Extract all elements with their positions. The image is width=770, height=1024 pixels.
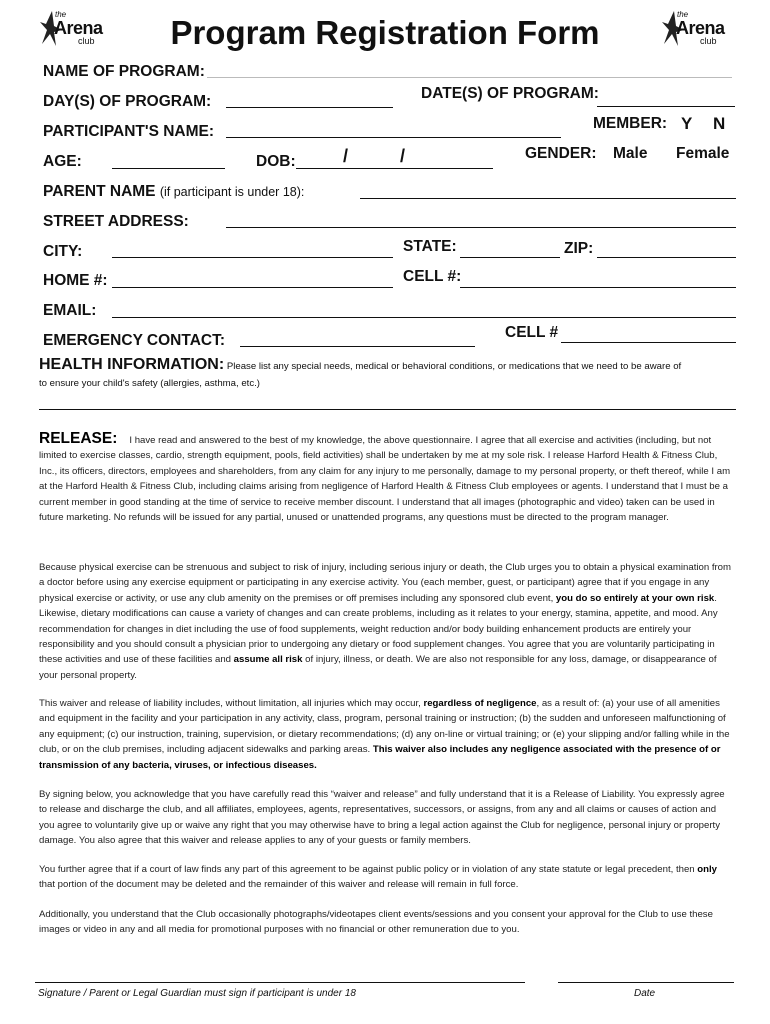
- email-field[interactable]: [112, 317, 736, 318]
- date-field[interactable]: [558, 982, 734, 983]
- release-text-5c: that portion of the document may be deleted and the remainder of this waiver and release will remain in full force.: [39, 879, 519, 891]
- member-yes-option[interactable]: Y: [681, 114, 693, 133]
- release-paragraph-2: [39, 560, 734, 683]
- logo-club: club: [700, 36, 717, 46]
- release-text-3b: regardless of negligence: [423, 698, 537, 709]
- date-label: Date: [634, 988, 656, 999]
- dates-field[interactable]: [597, 106, 735, 107]
- parent-name-text: PARENT NAME: [43, 183, 156, 200]
- parent-name-field[interactable]: [360, 198, 736, 199]
- state-label: STATE:: [403, 238, 457, 255]
- release-text-3d: This waiver also includes any negligence associated with the presence of or transmission of any bacteria, viruses, or infectious diseases.: [39, 744, 721, 771]
- parent-name-label: [43, 183, 304, 201]
- release-text-2d: assume all risk: [233, 654, 303, 666]
- emergency-cell-label: CELL #: [505, 324, 559, 341]
- logo-the: the: [677, 10, 689, 19]
- age-label: AGE:: [43, 153, 82, 170]
- release-text-3a: This waiver and release of liability includes, without limitation, all injuries which may occur,: [39, 698, 421, 709]
- participant-field[interactable]: [226, 137, 561, 138]
- member-label: MEMBER:: [593, 115, 668, 132]
- city-label: CITY:: [43, 243, 83, 260]
- release-paragraph-4: By signing below, you acknowledge that you have carefully read this “waiver and release” and fully understand that it is a Release of Liability. You expressly agree to release and discharge the club, and all affiliates, employees, agents, representatives, successors, or assigns, from any and all claims or causes of action and you agree to voluntarily give up or waive any right that you may otherwise have to bring a legal action against the Club for negligence, personal injury or property damage. You also agree that this waiver and release applies to any of your guests or family members.: [39, 789, 725, 847]
- health-info-note: Please list any special needs, medical or behavioral conditions, or medications that we need to be aware of: [226, 361, 682, 372]
- release-text-2b: you do so entirely at your own risk: [555, 592, 715, 604]
- emergency-cell-field[interactable]: [561, 342, 736, 343]
- health-info-label: HEALTH INFORMATION:: [39, 356, 225, 373]
- release-paragraph-3: [39, 696, 734, 773]
- home-phone-label: HOME #:: [43, 272, 108, 289]
- gender-label: GENDER:: [525, 145, 597, 162]
- logo-club: club: [78, 36, 95, 46]
- program-name-field[interactable]: [207, 77, 732, 78]
- release-text-1: I have read and answered to the best of my knowledge, the above questionnaire. I agree that all exercise and activities (including, but not limited to exercise classes, cardio, strength equipment, pools, field activities) shall be undertaken by me at my sole risk. I release Harford Health & Fitness Club, Inc., its officers, directors, employees and shareholders, from any claim for any injury to me personally, damage to my personal property, or theft thereof, while I am at the Harford Health & Fitness Club, including claims arising from negligence of Harford Health & Fitness Club employees or agents. I understand that I must be a current member in good standing at the time of service to receive member discount. I understand that all images (photographic and video) taken can be used in future marketing. No refunds will be issued for any partial, unused or unattended programs, any questions must be directed to the program manager.: [39, 435, 731, 524]
- dob-separator-2: /: [400, 146, 406, 166]
- dates-label: DATE(S) OF PROGRAM:: [421, 85, 599, 102]
- signature-label: Signature / Parent or Legal Guardian must sign if participant is under 18: [38, 988, 356, 999]
- release-text-2a: Because physical exercise can be strenuous and subject to risk of injury, including serious injury or death, the Club urges you to obtain a physical examination from a doctor before using any exercise equipment or participating in any exercise activity. You (each member, guest, or participant) agree that if you engage in any physical exercise or activity, or use any club amenity on the premises or off premises including any sponsored club event,: [39, 562, 732, 604]
- health-info-section: [39, 356, 739, 376]
- state-field[interactable]: [460, 257, 560, 258]
- participant-label: PARTICIPANT'S NAME:: [43, 123, 215, 140]
- parent-name-note: (if participant is under 18):: [159, 185, 305, 199]
- emergency-contact-field[interactable]: [240, 346, 475, 347]
- cell-phone-label: CELL #:: [403, 268, 462, 285]
- street-field[interactable]: [226, 227, 736, 228]
- release-text-2e: of injury, illness, or death. We are also not responsible for any loss, damage, or disappearance of your personal property.: [39, 654, 717, 681]
- release-text-5b: only: [697, 864, 718, 875]
- release-label: RELEASE:: [39, 430, 118, 447]
- signature-field[interactable]: [35, 982, 525, 983]
- city-field[interactable]: [112, 257, 393, 258]
- logo-name: Arena: [676, 18, 725, 38]
- emergency-contact-label: EMERGENCY CONTACT:: [43, 332, 225, 349]
- release-text-5a: You further agree that if a court of law finds any part of this agreement to be against public policy or in violation of any state statute or legal precedent, then: [39, 864, 695, 875]
- dob-field[interactable]: [296, 168, 493, 169]
- dob-separator-1: /: [343, 146, 349, 166]
- street-label: STREET ADDRESS:: [43, 213, 189, 230]
- release-paragraph-5: [39, 862, 734, 893]
- release-paragraph-6: Additionally, you understand that the Club occasionally photographs/videotapes client events/sessions and you consent your approval for the Club to use these images or video in any and all media for promotional purposes with no financial or other remuneration due to you.: [39, 909, 713, 936]
- logo-the: the: [55, 10, 67, 19]
- days-label: DAY(S) OF PROGRAM:: [43, 93, 212, 110]
- release-paragraph-1: [39, 431, 734, 525]
- zip-field[interactable]: [597, 257, 736, 258]
- program-name-label: NAME OF PROGRAM:: [43, 63, 205, 80]
- gender-female-option[interactable]: Female: [676, 145, 730, 162]
- member-no-option[interactable]: N: [713, 114, 726, 133]
- age-field[interactable]: [112, 168, 225, 169]
- health-info-field[interactable]: [39, 409, 736, 410]
- release-text-2c: . Likewise, dietary modifications can cause a variety of changes and can create problems, including as it relates to your energy, stamina, appetite, and mood. Any recommendation for changes in diet including the use of food supplements, weight reduction and/or body building enhancement products are entirely your responsibility and you should consult a physician prior to undergoing any dietary or food supplement changes. You agree that you are voluntarily participating in these activities and use of these facilities and: [39, 592, 718, 666]
- page-title: Program Registration Form: [170, 14, 600, 51]
- dob-label: DOB:: [256, 153, 296, 170]
- home-phone-field[interactable]: [112, 287, 393, 288]
- health-info-note-cont: to ensure your child's safety (allergies, asthma, etc.): [39, 378, 260, 389]
- days-field[interactable]: [226, 107, 393, 108]
- release-text-3c: , as a result of: (a) your use of all amenities and equipment in the facility and your participation in any activity, class, program, personal training or instruction; (b) the sudden and unforeseen malfunctioning of any equipment; (c) our instruction, training, supervision, or dietary recommendations; (d) any on-line or virtual training; or (e) your slipping and/or falling while in the club, or on the club premises, including adjacent sidewalks and parking areas.: [39, 698, 730, 756]
- email-label: EMAIL:: [43, 302, 97, 319]
- zip-label: ZIP:: [564, 240, 594, 257]
- cell-phone-field[interactable]: [460, 287, 736, 288]
- gender-male-option[interactable]: Male: [613, 145, 648, 162]
- logo-name: Arena: [54, 18, 103, 38]
